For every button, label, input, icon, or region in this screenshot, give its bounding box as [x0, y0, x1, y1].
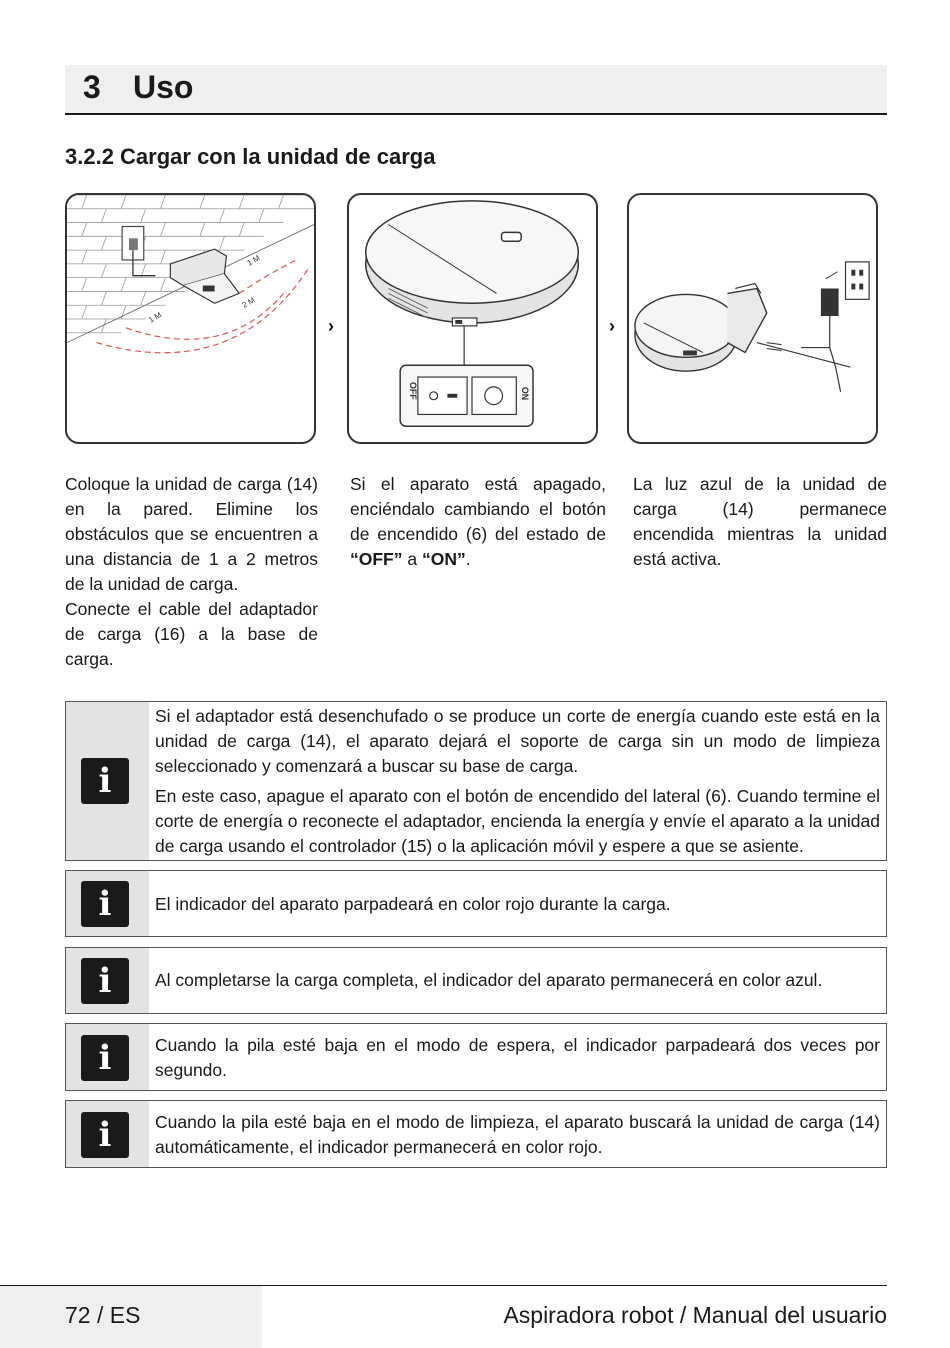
step-2-text	[350, 472, 606, 572]
distance-label-2m: 2 M	[240, 295, 257, 310]
note-paragraph: Si el adaptador está desenchufado o se produce un corte de energía cuando este está en la unidad de carga (14), el aparato dejará el soporte de carga sin un modo de limpieza seleccionado y comenzará a buscar su base de carga.	[155, 706, 880, 776]
info-icon: i	[81, 1035, 129, 1081]
state-on: “ON”	[421, 549, 466, 569]
chapter-title: Uso	[133, 69, 194, 105]
info-icon: i	[81, 1112, 129, 1158]
note-body	[155, 1110, 880, 1160]
distance-label-1m: 1 M	[245, 253, 262, 268]
section-title: 3.2.2 Cargar con la unidad de carga	[65, 144, 436, 169]
note-body	[155, 892, 880, 917]
step-2-connector: a	[402, 549, 422, 569]
note-icon-cell	[66, 948, 149, 1013]
note-icon-cell	[66, 1101, 149, 1167]
illustration-power-switch	[347, 193, 598, 444]
step-2-end: .	[465, 549, 471, 569]
note-body	[155, 968, 880, 993]
step-arrow-icon: ›	[609, 316, 615, 336]
illustration-robot-docked	[627, 193, 878, 444]
note-paragraph: Cuando la pila esté baja en el modo de espera, el indicador parpadeará dos veces por segundo.	[155, 1035, 880, 1080]
chapter-number: 3	[83, 69, 101, 105]
note-icon-cell	[66, 702, 149, 860]
note-paragraph: Cuando la pila esté baja en el modo de limpieza, el aparato buscará la unidad de carga (14) automáticamente, el indicador permanecerá en color rojo.	[155, 1112, 880, 1157]
note-low-battery-cleaning	[65, 1100, 887, 1168]
document-title: Aspiradora robot / Manual del usuario	[503, 1302, 887, 1328]
info-icon: i	[81, 881, 129, 927]
state-off: “OFF”	[350, 549, 403, 569]
step-3-paragraph: La luz azul de la unidad de carga (14) permanece encendida mientras la unidad está activa.	[633, 474, 887, 569]
note-paragraph: En este caso, apague el aparato con el botón de encendido del lateral (6). Cuando termine el corte de energía o reconecte el adaptador, encienda la energía y envíe el aparato a la unidad de carga usando el controlador (15) o la aplicación móvil y espere a que se asiente.	[155, 786, 880, 856]
distance-label-1m-side: 1 M	[147, 310, 163, 325]
switch-label-on: ON	[520, 386, 531, 401]
note-body	[155, 1033, 880, 1083]
note-charging-red	[65, 870, 887, 937]
step-3-text	[633, 472, 887, 572]
step-1-paragraph-2: Conecte el cable del adaptador de carga (16) a la base de carga.	[65, 599, 318, 669]
step-2-paragraph: Si el aparato está apagado, enciéndalo cambiando el botón de encendido (6) del estado de	[350, 474, 606, 544]
info-icon: i	[81, 758, 129, 804]
illustration-dock-placement	[65, 193, 316, 444]
step-1-paragraph: Coloque la unidad de carga (14) en la pared. Elimine los obstáculos que se encuentren a una distancia de 1 a 2 metros de la unidad de carga.	[65, 474, 318, 594]
info-icon: i	[81, 958, 129, 1004]
note-body	[155, 704, 880, 859]
note-paragraph: El indicador del aparato parpadeará en color rojo durante la carga.	[155, 894, 671, 914]
switch-label-off: OFF	[408, 381, 419, 400]
page-number: 72 / ES	[65, 1302, 141, 1328]
note-icon-cell	[66, 1024, 149, 1090]
note-charged-blue	[65, 947, 887, 1014]
note-paragraph: Al completarse la carga completa, el indicador del aparato permanecerá en color azul.	[155, 970, 823, 990]
step-arrow-icon: ›	[328, 316, 334, 336]
chapter-header	[65, 65, 887, 115]
note-power-outage	[65, 701, 887, 861]
note-low-battery-standby	[65, 1023, 887, 1091]
note-icon-cell	[66, 871, 149, 936]
step-1-text	[65, 472, 318, 672]
